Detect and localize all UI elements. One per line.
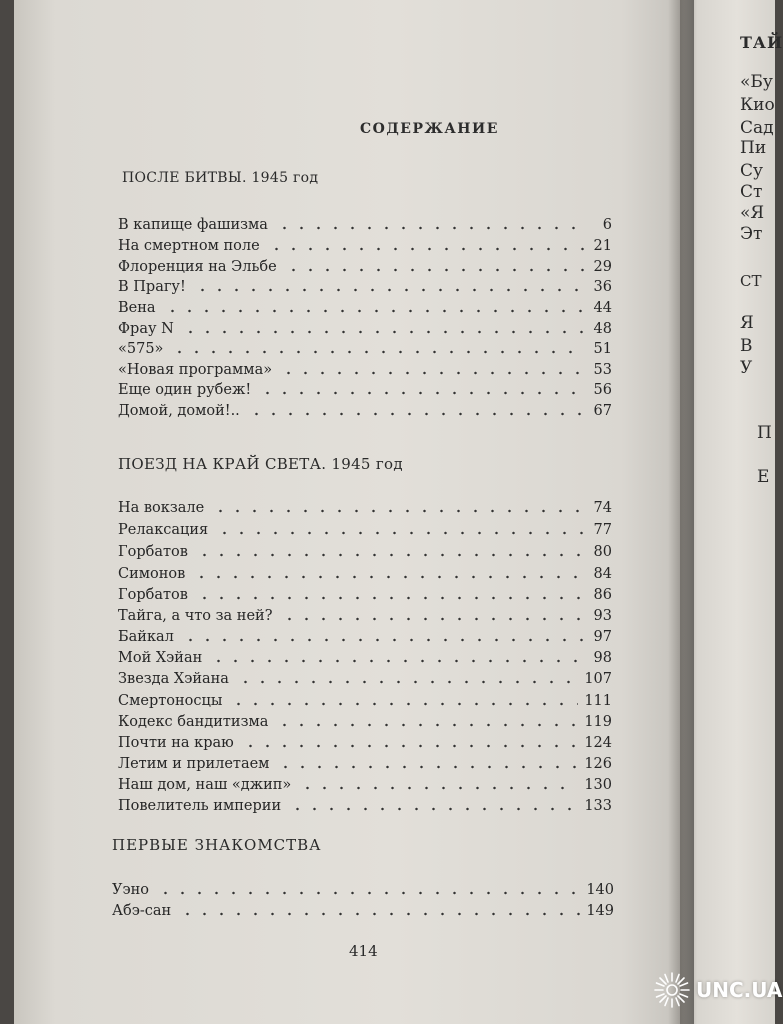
entry-title: Повелитель империи <box>118 798 282 814</box>
toc-entry <box>118 581 612 603</box>
leader-dots <box>196 596 584 600</box>
right-page-fragment: «Я <box>740 203 765 223</box>
leader-dots <box>259 391 584 395</box>
right-page-fragment: ТАЙ <box>740 33 783 52</box>
leader-dots <box>276 226 584 230</box>
entry-title: На смертном поле <box>118 238 260 254</box>
leader-dots <box>237 680 578 684</box>
toc-entry <box>118 397 612 419</box>
leader-dots <box>182 330 584 334</box>
toc-entry <box>112 876 614 898</box>
leader-dots <box>230 702 578 706</box>
toc-entry <box>118 687 612 709</box>
watermark-text: UNC.UA <box>696 978 783 1002</box>
entry-title: «575» <box>118 341 164 357</box>
toc-entry <box>118 335 612 357</box>
leader-dots <box>164 309 584 313</box>
leader-dots <box>248 412 584 416</box>
right-page-fragment: «Бу <box>740 72 773 92</box>
toc-entry <box>118 232 612 254</box>
leader-dots <box>276 723 578 727</box>
entry-page: 29 <box>593 259 612 275</box>
entry-page: 36 <box>593 279 612 295</box>
entry-title: Еще один рубеж! <box>118 382 252 398</box>
entry-title: Почти на краю <box>118 735 234 751</box>
entry-page: 93 <box>593 608 612 624</box>
leader-dots <box>277 765 578 769</box>
section-heading: ПОСЛЕ БИТВЫ. 1945 год <box>122 170 319 186</box>
entry-page: 126 <box>584 756 612 772</box>
toc-entry <box>118 729 612 751</box>
right-page-fragment: Я <box>740 313 754 333</box>
leader-dots <box>179 912 580 916</box>
leader-dots <box>280 371 584 375</box>
toc-entry <box>118 771 612 793</box>
toc-entry <box>118 644 612 666</box>
entry-title: Уэно <box>112 882 149 898</box>
entry-title: Горбатов <box>118 544 188 560</box>
page-number: 414 <box>349 942 378 960</box>
entry-page: 44 <box>593 300 612 316</box>
entry-title: Байкал <box>118 629 174 645</box>
toc-entry <box>118 253 612 275</box>
entry-title: Звезда Хэйана <box>118 671 229 687</box>
entry-title: В Прагу! <box>118 279 186 295</box>
toc-entry <box>118 560 612 582</box>
entry-page: 107 <box>584 671 612 687</box>
entry-title: Фрау N <box>118 321 174 337</box>
right-page-fragment: Ст <box>740 182 763 202</box>
toc-entry <box>118 516 612 538</box>
leader-dots <box>242 744 579 748</box>
entry-title: Мой Хэйан <box>118 650 203 666</box>
right-page-fragment: Сад <box>740 118 774 138</box>
book-gutter-shadow <box>668 0 694 1024</box>
right-page-fragment: У <box>740 358 753 378</box>
entry-page: 98 <box>593 650 612 666</box>
toc-entry <box>118 356 612 378</box>
entry-title: Кодекс бандитизма <box>118 714 269 730</box>
leader-dots <box>299 786 578 790</box>
leader-dots <box>193 575 584 579</box>
entry-page: 56 <box>593 382 612 398</box>
toc-title: СОДЕРЖАНИЕ <box>360 121 499 137</box>
entry-page: 77 <box>593 522 612 538</box>
entry-page: 51 <box>593 341 612 357</box>
leader-dots <box>194 288 584 292</box>
entry-page: 111 <box>584 693 612 709</box>
leader-dots <box>289 807 578 811</box>
entry-page: 53 <box>593 362 612 378</box>
right-page-fragment: СТ <box>740 272 762 290</box>
toc-entry <box>112 897 614 919</box>
entry-page: 133 <box>584 798 612 814</box>
leader-dots <box>212 509 584 513</box>
toc-entry <box>118 623 612 645</box>
entry-page: 21 <box>593 238 612 254</box>
leader-dots <box>182 638 584 642</box>
toc-entry <box>118 376 612 398</box>
entry-title: Домой, домой!.. <box>118 403 240 419</box>
watermark <box>652 970 782 1010</box>
section-heading: ПЕРВЫЕ ЗНАКОМСТВА <box>112 836 322 854</box>
entry-title: Наш дом, наш «джип» <box>118 777 292 793</box>
right-page-fragment: Кио <box>740 95 775 115</box>
entry-title: Горбатов <box>118 587 188 603</box>
entry-page: 74 <box>593 500 612 516</box>
toc-entry <box>118 494 612 516</box>
entry-title: Летим и прилетаем <box>118 756 270 772</box>
section-heading: ПОЕЗД НА КРАЙ СВЕТА. 1945 год <box>118 455 403 473</box>
entry-page: 97 <box>593 629 612 645</box>
entry-page: 119 <box>584 714 612 730</box>
right-page-fragment: П <box>757 423 772 443</box>
leader-dots <box>268 247 584 251</box>
right-page-fragment: Е <box>757 467 770 487</box>
leader-dots <box>210 659 584 663</box>
entry-page: 86 <box>593 587 612 603</box>
entry-title: Абэ-сан <box>112 903 172 919</box>
entry-title: «Новая программа» <box>118 362 273 378</box>
toc-entry <box>118 315 612 337</box>
entry-page: 84 <box>593 566 612 582</box>
leader-dots <box>216 531 584 535</box>
toc-entry <box>118 708 612 730</box>
right-page-fragment: Эт <box>740 224 763 244</box>
entry-page: 67 <box>593 403 612 419</box>
entry-page: 140 <box>586 882 614 898</box>
sunburst-logo-icon <box>652 970 692 1010</box>
entry-page: 130 <box>584 777 612 793</box>
leader-dots <box>281 617 585 621</box>
toc-entry <box>118 665 612 687</box>
entry-title: Тайга, а что за ней? <box>118 608 273 624</box>
toc-entry <box>118 294 612 316</box>
leader-dots <box>171 350 584 354</box>
entry-page: 149 <box>586 903 614 919</box>
toc-entry <box>118 602 612 624</box>
right-page-fragment: Пи <box>740 138 767 158</box>
entry-page: 48 <box>593 321 612 337</box>
right-page-fragment: Су <box>740 161 764 181</box>
entry-title: Симонов <box>118 566 186 582</box>
toc-entry <box>118 211 612 233</box>
right-page-fragment: В <box>740 336 753 356</box>
entry-page: 124 <box>584 735 612 751</box>
leader-dots <box>285 268 584 272</box>
entry-title: Вена <box>118 300 156 316</box>
leader-dots <box>196 553 584 557</box>
entry-title: На вокзале <box>118 500 205 516</box>
toc-entry <box>118 792 612 814</box>
leader-dots <box>157 891 580 895</box>
entry-page: 80 <box>593 544 612 560</box>
toc-entry <box>118 538 612 560</box>
entry-title: Флоренция на Эльбе <box>118 259 277 275</box>
entry-title: В капище фашизма <box>118 217 268 233</box>
entry-title: Смертоносцы <box>118 693 223 709</box>
entry-title: Релаксация <box>118 522 209 538</box>
entry-page: 6 <box>602 217 612 233</box>
toc-entry <box>118 750 612 772</box>
toc-entry <box>118 273 612 295</box>
